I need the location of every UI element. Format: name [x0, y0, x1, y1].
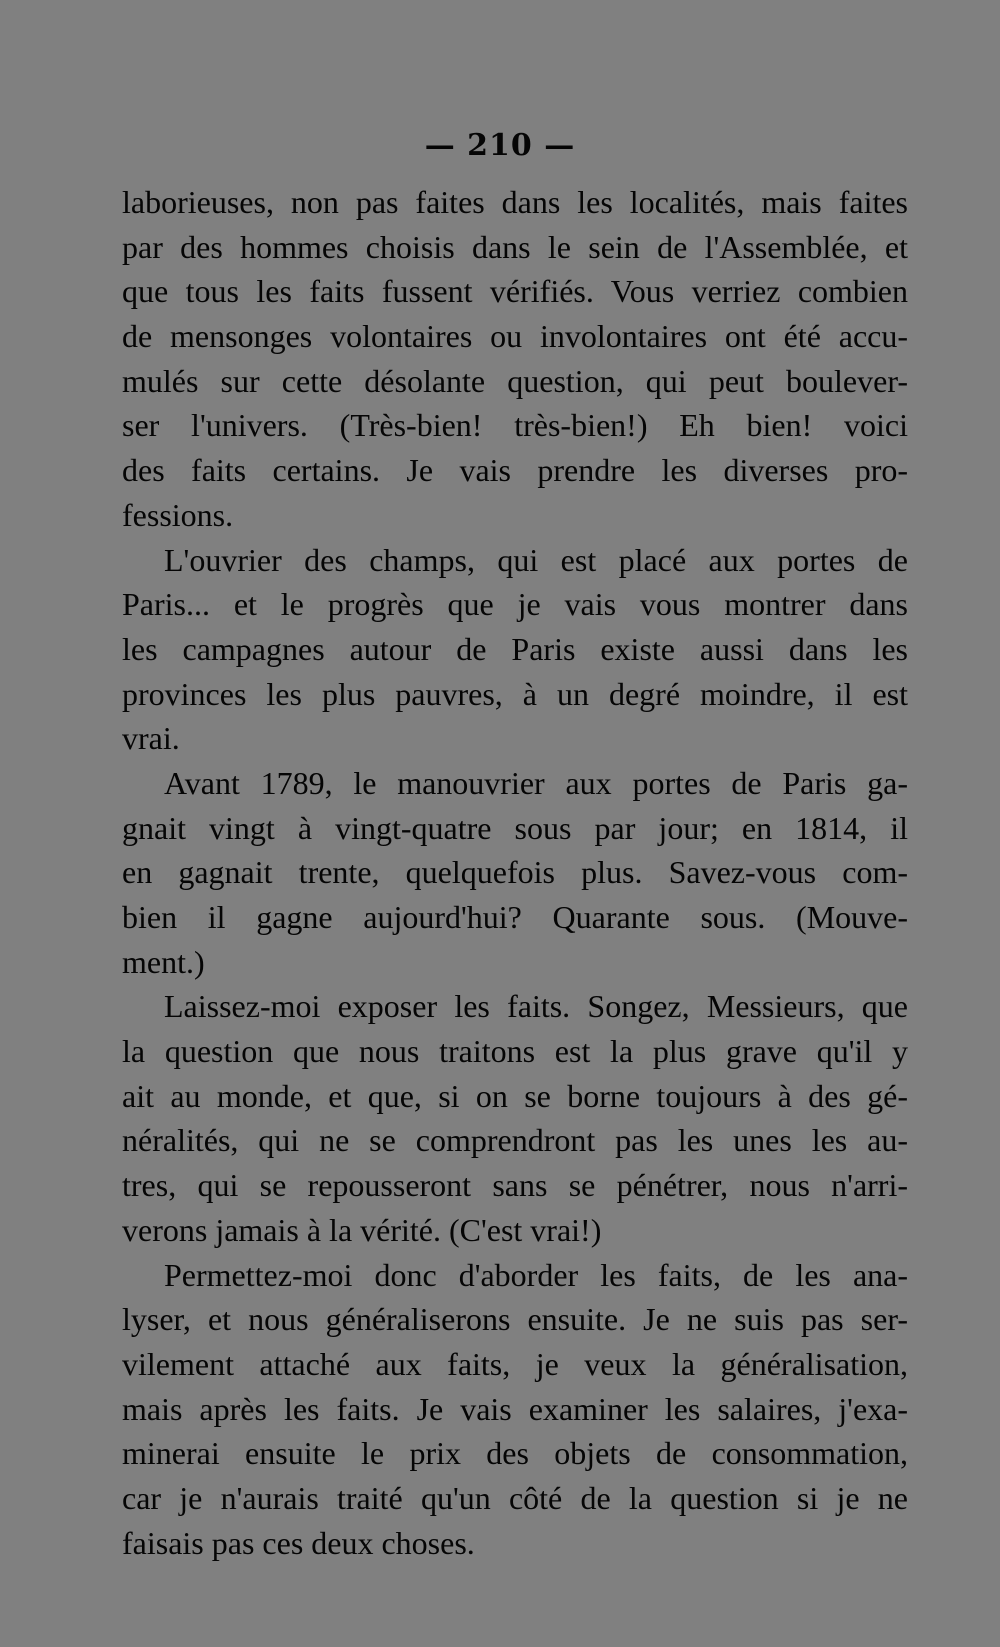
text-line: mulés sur cette désolante question, qui peut boulever-: [122, 362, 908, 399]
text-line: tres, qui se repousseront sans se pénétrer, nous n'arri-: [122, 1167, 908, 1204]
text-line: de mensonges volontaires ou involontaires ont été accu-: [122, 318, 908, 355]
text-line: provinces les plus pauvres, à un degré moindre, il est: [122, 675, 908, 712]
text-line: par des hommes choisis dans le sein de l'Assemblée, et: [122, 228, 908, 265]
text-line: bien il gagne aujourd'hui? Quarante sous. (Mouve-: [122, 899, 908, 935]
text-line: car je n'aurais traité qu'un côté de la question si je ne: [122, 1479, 908, 1516]
text-line: verons jamais à la vérité. (C'est vrai!): [122, 1211, 602, 1248]
text-line: mais après les faits. Je vais examiner les salaires, j'exa-: [122, 1390, 908, 1427]
text-line: gnait vingt à vingt-quatre sous par jour; en 1814, il: [122, 809, 908, 846]
text-line: Permettez-moi donc d'aborder les faits, de les ana-: [164, 1256, 908, 1293]
body-text: [122, 180, 908, 1565]
text-line: fessions.: [122, 496, 234, 533]
text-line: des faits certains. Je vais prendre les diverses pro-: [122, 452, 908, 489]
text-line: que tous les faits fussent vérifiés. Vous verriez combien: [122, 273, 908, 310]
page-number: — 210 —: [424, 128, 576, 163]
text-line: minerai ensuite le prix des objets de consommation,: [122, 1435, 908, 1472]
text-line: ment.): [122, 943, 205, 980]
text-line: ser l'univers. (Très-bien! très-bien!) Eh bien! voici: [122, 407, 908, 444]
text-line: laborieuses, non pas faites dans les localités, mais faites: [122, 184, 908, 220]
text-line: Laissez-moi exposer les faits. Songez, Messieurs, que: [164, 988, 908, 1025]
text-line: Avant 1789, le manouvrier aux portes de Paris ga-: [164, 764, 908, 801]
text-line: L'ouvrier des champs, qui est placé aux portes de: [164, 541, 908, 578]
text-line: vrai.: [122, 720, 180, 757]
text-line: Paris... et le progrès que je vais vous montrer dans: [122, 586, 908, 623]
text-line: les campagnes autour de Paris existe aussi dans les: [122, 630, 908, 667]
text-line: néralités, qui ne se comprendront pas les unes les au-: [122, 1122, 908, 1159]
text-line: ait au monde, et que, si on se borne toujours à des gé-: [122, 1077, 908, 1114]
text-line: faisais pas ces deux choses.: [122, 1524, 475, 1561]
text-line: en gagnait trente, quelquefois plus. Savez-vous com-: [122, 854, 908, 891]
text-line: vilement attaché aux faits, je veux la généralisation,: [122, 1345, 908, 1382]
text-line: la question que nous traitons est la plus grave qu'il y: [122, 1033, 908, 1070]
text-line: lyser, et nous généraliserons ensuite. Je ne suis pas ser-: [122, 1301, 908, 1338]
